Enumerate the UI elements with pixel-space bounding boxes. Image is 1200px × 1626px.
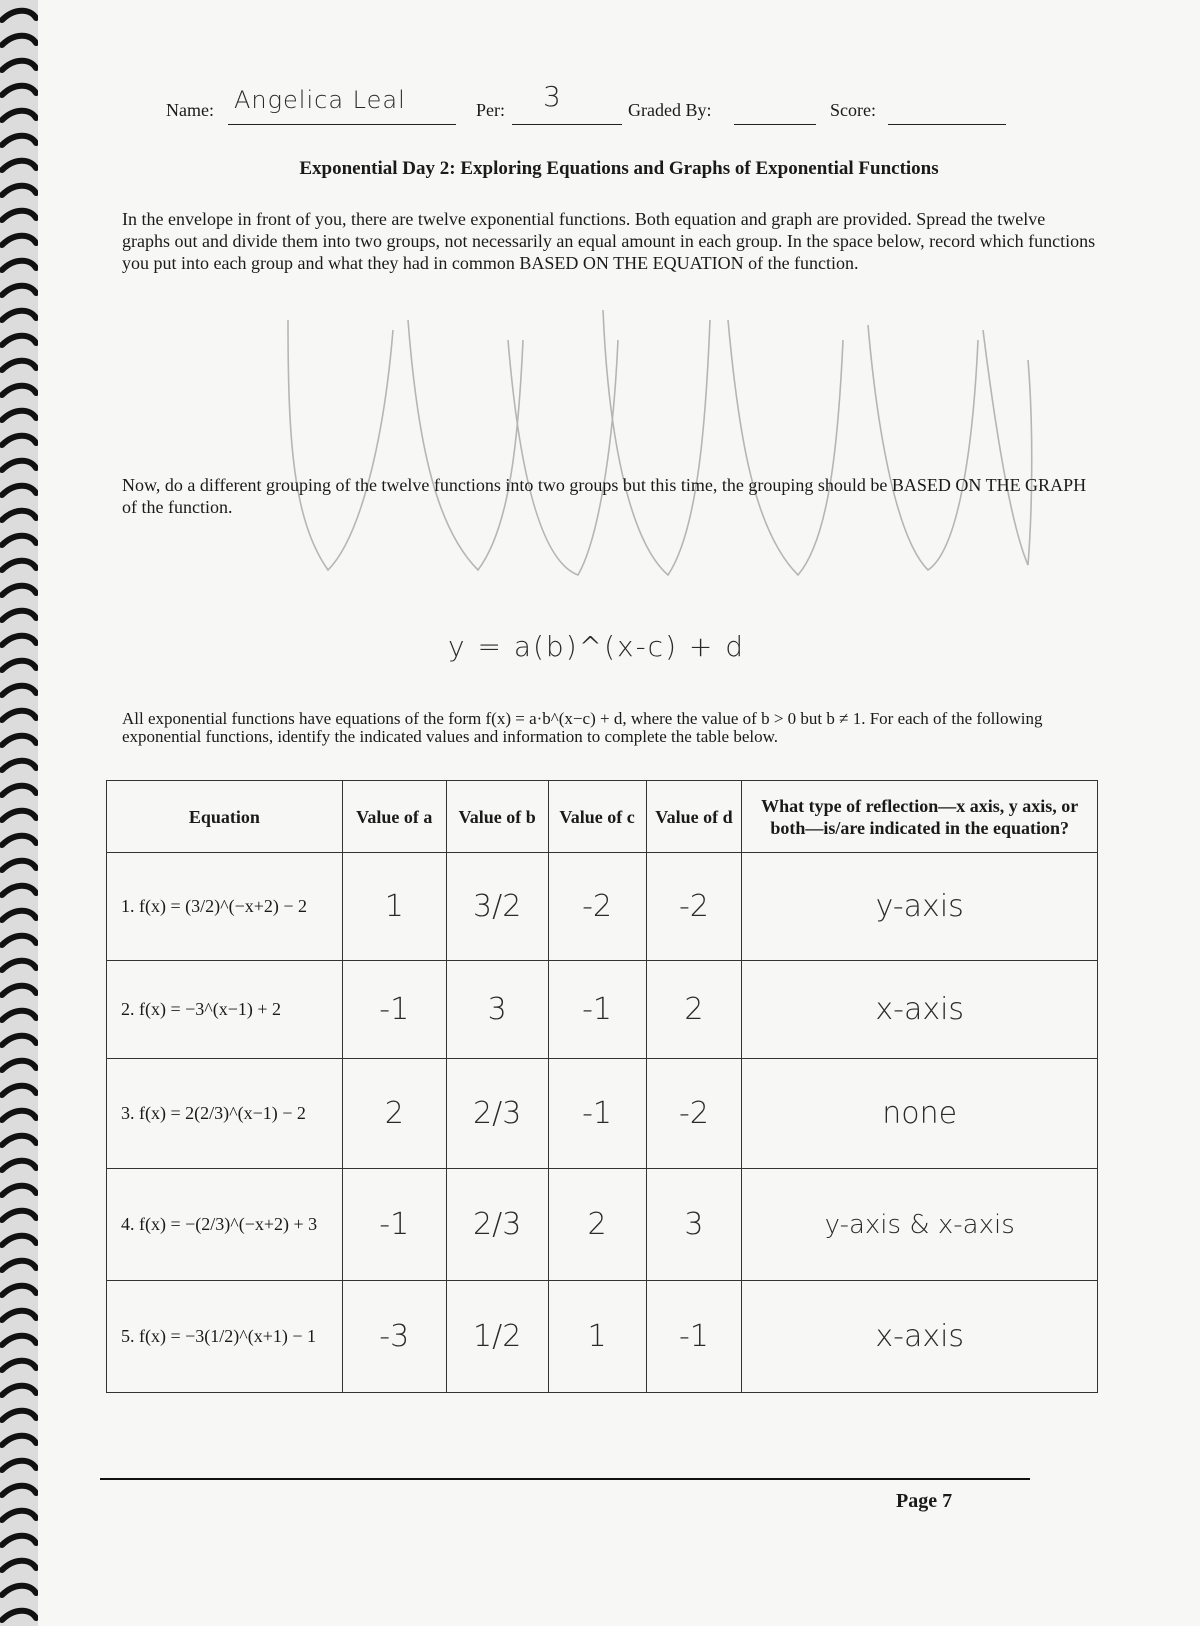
value-a: 2 <box>342 1059 446 1169</box>
spiral-ring <box>2 1036 36 1045</box>
table-row <box>107 853 1098 961</box>
spiral-ring <box>2 1461 36 1470</box>
spiral-ring <box>2 1586 36 1595</box>
spiral-ring <box>2 1086 36 1095</box>
value-d: -1 <box>646 1281 742 1393</box>
name-label: Name: <box>166 100 214 120</box>
spiral-ring <box>2 161 36 170</box>
value-d: -2 <box>646 853 742 961</box>
header-reflection: What type of reflection—x axis, y axis, or both—is/are indicated in the equation? <box>742 781 1098 853</box>
score-line <box>888 124 1006 125</box>
spiral-ring <box>2 261 36 270</box>
header-d: Value of d <box>646 781 742 853</box>
value-b: 2/3 <box>446 1169 548 1281</box>
spiral-ring <box>2 1136 36 1145</box>
spiral-ring <box>2 1411 36 1420</box>
spiral-ring <box>2 636 36 645</box>
spiral-ring <box>2 186 36 195</box>
spiral-ring <box>2 811 36 820</box>
value-a: -3 <box>342 1281 446 1393</box>
instructions-equation-grouping: In the envelope in front of you, there are twelve exponential functions. Both equation and graph are provided. Spread the twelve graphs out and divide them into two groups, not necessarily an equal amount in each group. In the space below, record which functions you put into each group and what they had in common BASED ON THE EQUATION of the function. <box>122 209 1096 273</box>
value-a: -1 <box>342 961 446 1059</box>
value-b: 2/3 <box>446 1059 548 1169</box>
period-value: 3 <box>543 80 561 113</box>
erased-sketch-curves <box>38 300 1200 600</box>
reflection-value: x-axis <box>742 961 1098 1059</box>
page-number: Page 7 <box>896 1490 953 1512</box>
spiral-ring <box>2 1161 36 1170</box>
value-c: -1 <box>548 1059 646 1169</box>
table-row <box>107 1169 1098 1281</box>
spiral-ring <box>2 561 36 570</box>
spiral-ring <box>2 1436 36 1445</box>
period-line <box>512 124 622 125</box>
value-b <box>446 853 548 961</box>
value-c: -1 <box>548 961 646 1059</box>
spiral-ring <box>2 136 36 145</box>
table-row <box>107 1281 1098 1393</box>
spiral-ring <box>2 461 36 470</box>
equation-cell: 5. f(x) = −3(1/2)^(x+1) − 1 <box>107 1281 343 1393</box>
value-c: 2 <box>548 1169 646 1281</box>
spiral-ring <box>2 1486 36 1495</box>
header-b: Value of b <box>446 781 548 853</box>
value-b: 3 <box>446 961 548 1059</box>
spiral-ring <box>2 686 36 695</box>
equation-cell: 2. f(x) = −3^(x−1) + 2 <box>107 961 343 1059</box>
spiral-ring <box>2 1111 36 1120</box>
spiral-ring <box>2 411 36 420</box>
reflection-value: y-axis <box>742 853 1098 961</box>
spiral-ring <box>2 936 36 945</box>
worksheet-title: Exponential Day 2: Exploring Equations and Graphs of Exponential Functions <box>299 158 939 179</box>
header-c: Value of c <box>548 781 646 853</box>
spiral-ring <box>2 1536 36 1545</box>
spiral-ring <box>2 1261 36 1270</box>
instructions-graph-grouping: Now, do a different grouping of the twelve functions into two groups but this time, the grouping should be BASED ON THE GRAPH of the function. <box>122 475 1087 517</box>
spiral-ring <box>2 961 36 970</box>
value-b-fraction: 3/2 <box>473 889 522 924</box>
table-row <box>107 961 1098 1059</box>
name-value: Angelica Leal <box>234 86 406 114</box>
footer-rule <box>100 1478 1030 1480</box>
value-d: 2 <box>646 961 742 1059</box>
equation-cell: 3. f(x) = 2(2/3)^(x−1) − 2 <box>107 1059 343 1169</box>
value-a: 1 <box>342 853 446 961</box>
spiral-ring <box>2 1211 36 1220</box>
value-a: -1 <box>342 1169 446 1281</box>
reflection-value: x-axis <box>742 1281 1098 1393</box>
spiral-ring <box>2 1236 36 1245</box>
spiral-ring <box>2 761 36 770</box>
reflection-value: none <box>742 1059 1098 1169</box>
spiral-ring <box>2 1286 36 1295</box>
spiral-ring <box>2 536 36 545</box>
spiral-ring <box>2 11 36 20</box>
spiral-ring <box>2 361 36 370</box>
spiral-ring <box>2 986 36 995</box>
spiral-ring <box>2 786 36 795</box>
name-line <box>228 124 456 125</box>
spiral-ring <box>2 836 36 845</box>
spiral-ring <box>2 1561 36 1570</box>
equation-cell: 4. f(x) = −(2/3)^(−x+2) + 3 <box>107 1169 343 1281</box>
table-row <box>107 1059 1098 1169</box>
value-d: -2 <box>646 1059 742 1169</box>
spiral-ring <box>2 1336 36 1345</box>
equation-cell: 1. f(x) = (3/2)^(−x+2) − 2 <box>107 853 343 961</box>
spiral-ring <box>2 611 36 620</box>
spiral-ring <box>2 111 36 120</box>
spiral-ring <box>2 486 36 495</box>
value-c: -2 <box>548 853 646 961</box>
spiral-ring <box>2 1361 36 1370</box>
value-d: 3 <box>646 1169 742 1281</box>
handwritten-general-form: y = a(b)^(x-c) + d <box>448 630 746 663</box>
spiral-ring <box>2 211 36 220</box>
period-label: Per: <box>476 100 505 120</box>
spiral-ring <box>2 236 36 245</box>
spiral-ring <box>2 311 36 320</box>
header-equation: Equation <box>107 781 343 853</box>
spiral-ring <box>2 861 36 870</box>
spiral-ring <box>2 436 36 445</box>
instructions-table: All exponential functions have equations of the form f(x) = a·b^(x−c) + d, where the value of b > 0 but b ≠ 1. For each of the following exponential functions, identify the indicated values and information to complete the table below. <box>122 709 1043 746</box>
spiral-ring <box>2 86 36 95</box>
spiral-ring <box>2 511 36 520</box>
spiral-ring <box>2 1511 36 1520</box>
exponential-table <box>106 780 1098 1393</box>
spiral-ring <box>2 1011 36 1020</box>
graded-by-label: Graded By: <box>628 100 712 120</box>
spiral-ring <box>2 1311 36 1320</box>
spiral-ring <box>2 61 36 70</box>
header-a: Value of a <box>342 781 446 853</box>
graded-by-line <box>734 124 816 125</box>
spiral-binding <box>0 0 40 1626</box>
spiral-ring <box>2 286 36 295</box>
spiral-ring <box>2 386 36 395</box>
worksheet-page <box>38 0 1200 1626</box>
spiral-ring <box>2 1186 36 1195</box>
value-b: 1/2 <box>446 1281 548 1393</box>
spiral-ring <box>2 661 36 670</box>
table-header-row <box>107 781 1098 853</box>
spiral-ring <box>2 1386 36 1395</box>
spiral-ring <box>2 711 36 720</box>
spiral-ring <box>2 1061 36 1070</box>
spiral-ring <box>2 886 36 895</box>
reflection-value: y-axis & x-axis <box>742 1169 1098 1281</box>
value-c: 1 <box>548 1281 646 1393</box>
spiral-ring <box>2 586 36 595</box>
score-label: Score: <box>830 100 876 120</box>
spiral-ring <box>2 736 36 745</box>
spiral-ring <box>2 1611 36 1620</box>
spiral-ring <box>2 36 36 45</box>
spiral-ring <box>2 911 36 920</box>
spiral-ring <box>2 336 36 345</box>
